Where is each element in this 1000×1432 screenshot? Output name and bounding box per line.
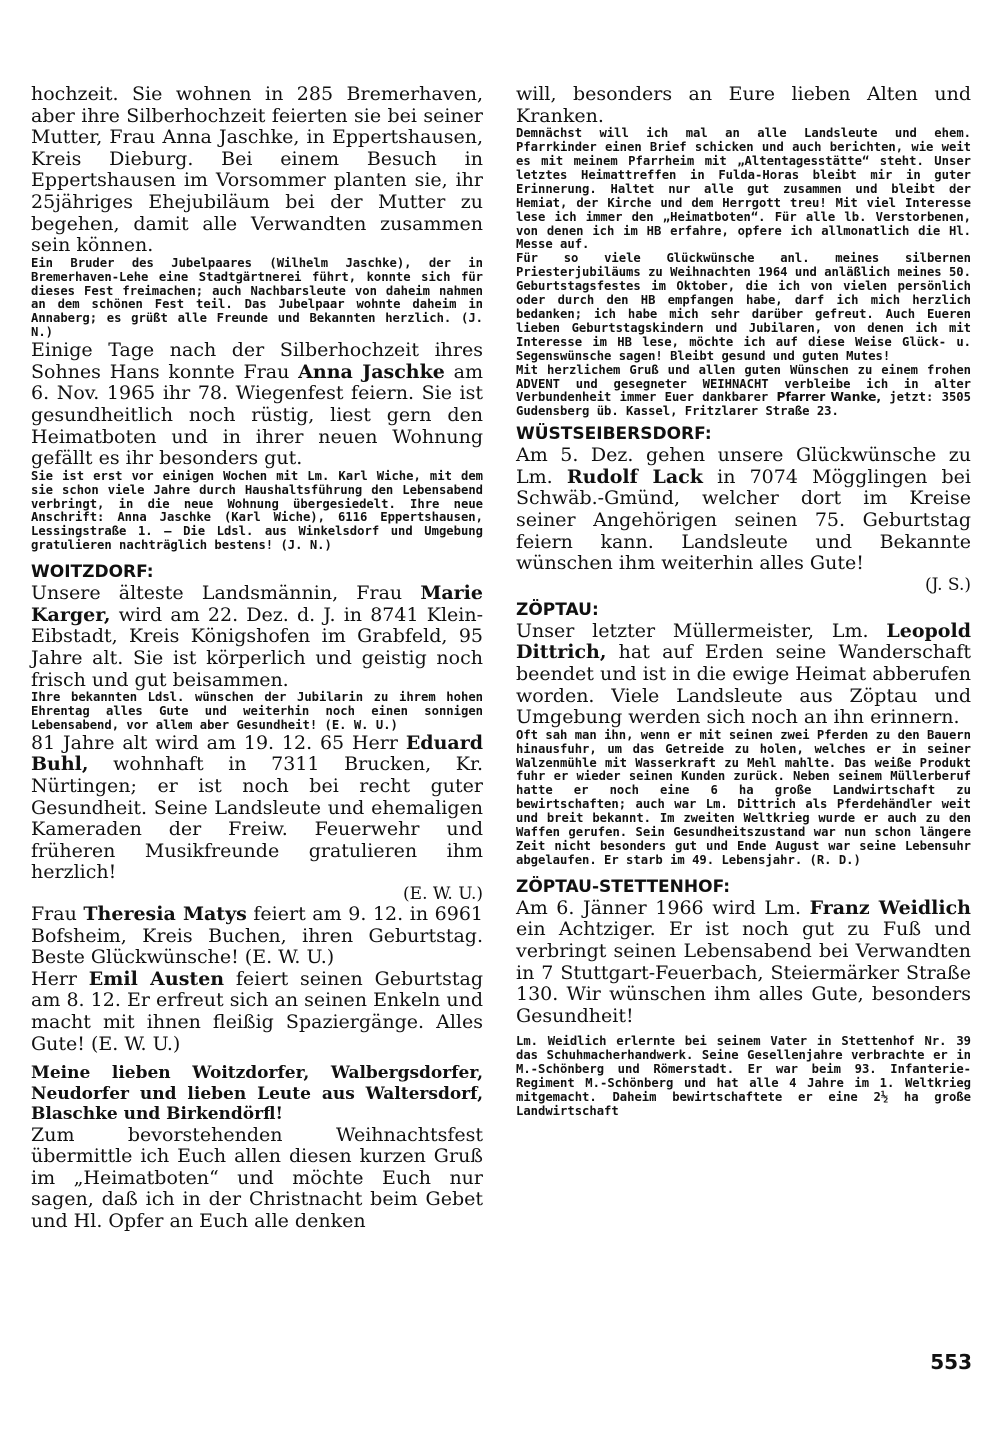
person-name: Theresia Matys	[83, 903, 247, 926]
person-name: Rudolf Lack	[566, 465, 703, 488]
small-paragraph: Sie ist erst vor einigen Wochen mit Lm. Karl Wiche, mit dem sie schon viele Jahre durch Haushaltsführung den Lebensabend verbringt, in die neue Wohnung übergesiedelt. Ihre neue Anschrift: Anna Jaschke (Karl Wiche), 6116 Eppertshausen, Lessingstraße 1. — Die Ldsl. aus Winkelsdorf und Umgebung gratulieren nachträglich bestens! (J. N.)	[31, 468, 483, 553]
small-paragraph: Mit herzlichem Gruß und allen guten Wünschen zu einem frohen ADVENT und gesegneter WEIHNACHT verbleibe ich in alter Verbundenheit immer Euer dankbarer Pfarrer Wanke, jetzt: 3505 Gudensberg üb. Kassel, Fritzlarer Straße 23.	[516, 362, 971, 419]
paragraph: Zum bevorstehenden Weihnachtsfest übermittle ich Euch allen diesen kurzen Gruß im „Heimatboten“ und möchte Euch nur sagen, daß ich in der Christnacht beim Gebet und Hl. Opfer an Euch alle denken	[31, 1123, 483, 1233]
left-column	[31, 84, 483, 1233]
small-paragraph: Ihre bekannten Ldsl. wünschen der Jubilarin zu ihrem hohen Ehrentag alles Gute und weiterhin noch einen sonnigen Lebensabend, vor allem aber Gesundheit! (E. W. U.)	[31, 690, 483, 732]
section-heading-wuestseibersdorf: WÜSTSEIBERSDORF:	[516, 424, 712, 445]
paragraph: 81 Jahre alt wird am 19. 12. 65 Herr Eduard Buhl, wohnhaft in 7311 Brucken, Kr. Nürtingen; er ist noch bei recht guter Gesundheit. Seine Landsleute und ehemaligen Kameraden der Freiw. Feuerwehr und früheren Musikfreunde gratulieren ihm herzlich!	[31, 731, 483, 884]
paragraph: Unsere älteste Landsmännin, Frau Marie Karger, wird am 22. Dez. d. J. in 8741 Klein-Eibstadt, Kreis Königshofen im Grabfeld, 95 Jahre alt. Sie ist körperlich und geistig noch frisch und gut beisammen.	[31, 582, 483, 691]
paragraph: will, besonders an Eure lieben Alten und Kranken.	[516, 83, 971, 127]
small-paragraph: Demnächst will ich mal an alle Landsleute und ehem. Pfarrkinder einen Brief schicken und auch berichten, wie weit es mit meinem Pfarrheim mit „Altentagesstätte“ steht. Unser letztes Heimattreffen in Fulda-Horas bleibt mir in guter Erinnerung. Haltet nur alle gut zusammen und bleibt der Hemiat, der Kirche und dem Herrgott treu! Mit viel Interesse lese ich immer den „Heimatboten“. Für alle lb. Verstorbenen, von denen ich im HB erfahre, opfere ich allmonatlich die Hl. Messe auf.	[516, 126, 971, 252]
paragraph: Am 6. Jänner 1966 wird Lm. Franz Weidlich ein Achtziger. Er ist noch gut zu Fuß und verbringt seinen Lebensabend bei Verwandten in 7 Stuttgart-Feuerbach, Steiermärker Straße 130. Wir wünschen ihm alles Gute, besonders Gesundheit!	[516, 896, 971, 1027]
small-paragraph: Für so viele Glückwünsche anl. meines silbernen Priesterjubiläums zu Weihnachten 1964 und anläßlich meines 50. Geburtstagsfestes im Oktober, die ich von vielen persönlich oder durch den HB empfangen habe, darf ich mich herzlich bedanken; ich habe mich sehr darüber gefreut. Auch Eueren lieben Geburtstagskindern und Jubilaren, von denen ich mit Interesse im HB lese, möchte ich auf diese Weise Glück- u. Segenswünsche sagen! Bleibt gesund und guten Mutes!	[516, 251, 971, 363]
right-column	[516, 84, 971, 1119]
section-heading-zoeptau: ZÖPTAU:	[516, 599, 599, 620]
page-number: 553	[930, 1350, 972, 1374]
paragraph: Unser letzter Müllermeister, Lm. Leopold Dittrich, hat auf Erden seine Wanderschaft beendet und ist in die ewige Heimat abberufen worden. Viele Landsleute aus Zöptau und Umgebung werden sich noch an ihn erinnern.	[516, 619, 971, 729]
person-name: Franz Weidlich	[809, 896, 971, 919]
section-heading-woitzdorf: WOITZDORF:	[31, 562, 154, 583]
person-name: Anna Jaschke	[298, 360, 445, 383]
person-name: Eduard Buhl,	[31, 731, 483, 776]
small-paragraph: Lm. Weidlich erlernte bei seinem Vater in Stettenhof Nr. 39 das Schuhmacherhandwerk. Seine Gesellenjahre verbrachte er in M.-Schönberg und Römerstadt. Er war beim 93. Infanterie-Regiment M.-Schönberg und hat alle 4 Jahre im 1. Weltkrieg mitgemacht. Daheim bewirtschaftete er eine 2½ ha große Landwirtschaft	[516, 1034, 971, 1118]
paragraph: Am 5. Dez. gehen unsere Glückwünsche zu Lm. Rudolf Lack in 7074 Mögglingen bei Schwäb.-Gmünd, welcher dort im Kreise seiner Angehörigen seinen 75. Geburtstag feiern kann. Landsleute und Bekannte wünschen ihm weiterhin alles Gute!	[516, 444, 972, 575]
paragraph: Einige Tage nach der Silberhochzeit ihres Sohnes Hans konnte Frau Anna Jaschke am 6. Nov. 1965 ihr 78. Wiegenfest feiern. Sie ist gesundheitlich noch rüstig, liest gern den Heimatboten und in ihrer neuen Wohnung gefällt es ihr besonders gut.	[31, 339, 484, 470]
signature: (J. S.)	[924, 574, 971, 595]
signature: (E. W. U.)	[403, 884, 483, 905]
small-paragraph: Oft sah man ihn, wenn er mit seinen zwei Pferden zu den Bauern hinausfuhr, um das Getreide zu holen, welches er in seiner Walzenmühle mit Wasserkraft zu Mehl mahlte. Das weiße Produkt fuhr er wieder seinen Kunden zurück. Neben seinem Müllerberuf hatte er noch eine 6 ha große Landwirtschaft zu bewirtschaften; auch war Lm. Dittrich als Pferdehändler weit und breit bekannt. Im zweiten Weltkrieg wurde er auch zu den Waffen gerufen. Sein Gesundheitszustand war nun schon längere Zeit nicht besonders gut und Ende August war seine Lebensuhr abgelaufen. Er starb im 49. Lebensjahr. (R. D.)	[516, 727, 971, 867]
paragraph: Frau Theresia Matys feiert am 9. 12. in 6961 Bofsheim, Kreis Buchen, ihren Geburtstag. Beste Glückwünsche! (E. W. U.)	[31, 903, 483, 969]
greeting-heading: Meine lieben Woitzdorfer, Walbergsdorfer, Neudorfer und lieben Leute aus Waltersdorf, Blaschke und Birkendörfl!	[31, 1063, 483, 1125]
person-name: Emil Austen	[88, 967, 225, 990]
paragraph: Herr Emil Austen feiert seinen Geburtstag am 8. 12. Er erfreut sich an seinen Enkeln und macht mit ihnen fleißig Spaziergänge. Alles Gute! (E. W. U.)	[31, 967, 483, 1055]
small-paragraph: Ein Bruder des Jubelpaares (Wilhelm Jaschke), der in Bremerhaven-Lehe eine Stadtgärtnerei führt, konnte sich für dieses Fest freimachen; auch Nachbarsleute von daheim nahmen an dem schönen Fest teil. Das Jubelpaar wohnte daheim in Annaberg; es grüßt alle Freunde und Bekannten herzlich. (J. N.)	[31, 255, 483, 340]
section-heading-zoeptau-stettenhof: ZÖPTAU-STETTENHOF:	[516, 876, 731, 897]
paragraph: hochzeit. Sie wohnen in 285 Bremerhaven, aber ihre Silberhochzeit feierten sie bei seiner Mutter, Frau Anna Jaschke, in Eppertshausen, Kreis Dieburg. Bei einem Besuch in Eppertshausen im Vorsommer planten sie, ihr 25jähriges Ehejubiläum bei der Mutter zu begehen, damit alle Verwandten zusammen sein können.	[31, 83, 483, 257]
person-name: Leopold Dittrich,	[516, 619, 971, 664]
person-name: Marie Karger,	[31, 582, 483, 626]
person-name: Pfarrer Wanke,	[776, 390, 882, 405]
